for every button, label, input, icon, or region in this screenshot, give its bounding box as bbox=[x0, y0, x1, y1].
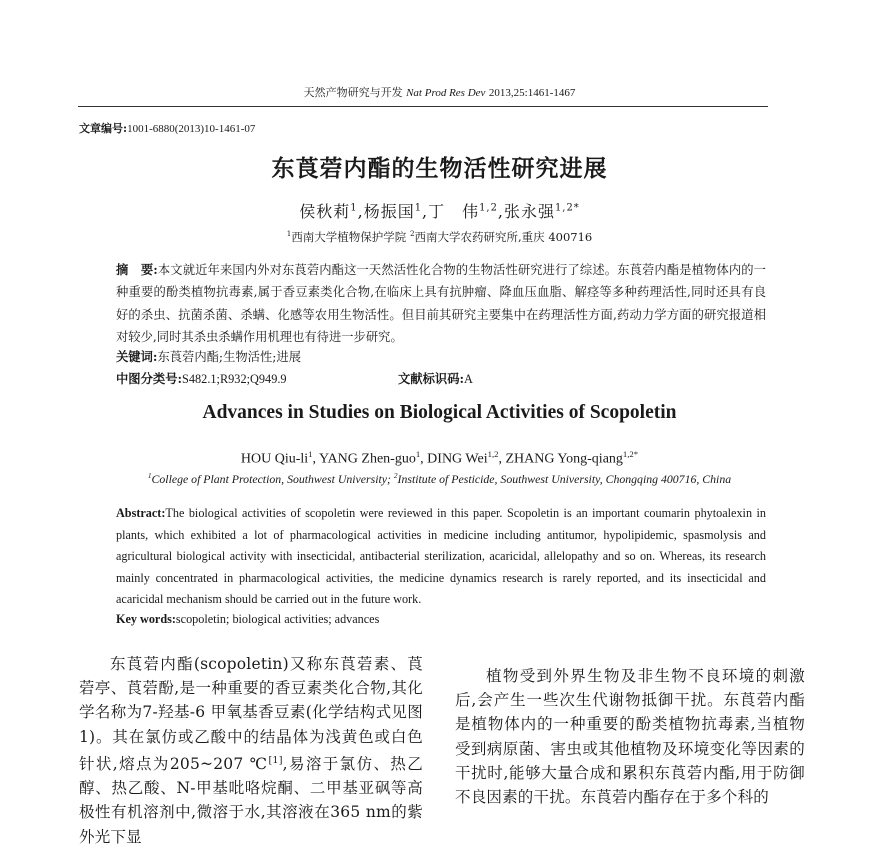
article-number bbox=[79, 120, 255, 136]
keywords-en-text: scopoletin; biological activities; advances bbox=[175, 612, 380, 626]
body-column-left bbox=[79, 652, 423, 849]
author-cn-affil: 1,2* bbox=[555, 202, 580, 214]
abstract-cn-label: 摘 要: bbox=[116, 262, 158, 277]
article-number-label: 文章编号: bbox=[79, 122, 128, 135]
body-column-right bbox=[455, 664, 805, 809]
title-en: Advances in Studies on Biological Activities of Scopoletin bbox=[202, 402, 677, 423]
author-en: DING Wei bbox=[427, 451, 488, 467]
affil-number: 1 bbox=[286, 229, 292, 239]
citation-ref: [1] bbox=[268, 754, 283, 766]
affil-number: 1 bbox=[147, 471, 152, 480]
author-en-affil: 1 bbox=[415, 449, 421, 459]
author-cn-affil: 1 bbox=[350, 202, 358, 214]
author-cn: 侯秋莉 bbox=[299, 202, 351, 221]
author-en: ZHANG Yong-qiang bbox=[505, 451, 623, 467]
author-en-affil: 1 bbox=[308, 449, 313, 459]
affil-number: 2 bbox=[393, 471, 398, 480]
abstract-cn bbox=[116, 259, 766, 349]
authors-cn: 侯秋莉$^1$,杨振国$^1$,丁 伟$^{1,2}$,张永强$^{1,2*}$ bbox=[299, 202, 580, 221]
abstract-en bbox=[116, 503, 766, 611]
affiliation-cn: 西南大学农药研究所,重庆 400716 bbox=[414, 230, 593, 244]
doc-code-value: A bbox=[464, 372, 473, 386]
affiliation-en: Institute of Pesticide, Southwest University, Chongqing 400716, China bbox=[397, 471, 732, 486]
header-rule bbox=[78, 106, 768, 107]
keywords-cn bbox=[116, 347, 766, 367]
keywords-en-label: Key words: bbox=[116, 612, 176, 626]
author-en: YANG Zhen-guo bbox=[319, 451, 416, 467]
affiliations-en: $^1$College of Plant Protection, Southwest University; $^2$Institute of Pesticide, Southwest University, Chongqing 400716, China bbox=[147, 471, 732, 486]
affiliation-en: College of Plant Protection, Southwest University bbox=[151, 471, 387, 486]
article-number-value: 1001-6880(2013)10-1461-07 bbox=[127, 123, 256, 135]
clc-value: S482.1;R932;Q949.9 bbox=[182, 372, 287, 386]
author-cn: 张永强 bbox=[503, 202, 555, 221]
affiliations-cn bbox=[0, 229, 879, 245]
author-en: HOU Qiu-li bbox=[240, 451, 309, 467]
journal-name-en: Nat Prod Res Dev bbox=[406, 87, 486, 99]
doc-code-label: 文献标识码: bbox=[398, 371, 465, 386]
author-cn-affil: 1 bbox=[414, 202, 423, 214]
keywords-cn-text: 东莨菪内酯;生物活性;进展 bbox=[157, 350, 301, 364]
authors-en: HOU Qiu-$li^1$, YANG Zhen-guo$^1$, DING Wei$^{1,2}$, ZHANG Yong-qiang$^{1,2*}$ bbox=[240, 449, 639, 467]
affiliation-cn: 西南大学植物保护学院 bbox=[291, 230, 407, 244]
keywords-cn-label: 关键词: bbox=[116, 349, 158, 364]
abstract-en-label: Abstract: bbox=[116, 506, 166, 520]
running-head bbox=[0, 84, 879, 100]
body-left-text-a: 东莨菪内酯(scopoletin)又称东莨菪素、莨菪亭、莨菪酚,是一种重要的香豆素类化合物,其化学名称为7-羟基-6 甲氧基香豆素(化学结构式见图1)。其在氯仿或乙酸中的结晶体为浅黄色或白色针状,熔点为205~207 ℃ bbox=[79, 655, 423, 773]
affil-number: 2 bbox=[409, 229, 415, 239]
title-cn: 东莨菪内酯的生物活性研究进展 bbox=[271, 156, 608, 182]
body-left-text-b: ,易溶于氯仿、热乙醇、热乙酸、N-甲基吡咯烷酮、二甲基亚砜等高极性有机溶剂中,微溶于水,其溶液在365 nm的紫外光下显 bbox=[79, 754, 423, 846]
abstract-cn-text: 本文就近年来国内外对东莨菪内酯这一天然活性化合物的生物活性研究进行了综述。东莨菪内酯是植物体内的一种重要的酚类植物抗毒素,属于香豆素类化合物,在临床上具有抗肿瘤、降血压血脂、解痉等多种药理活性,同时还具有良好的杀虫、抗菌杀菌、杀螨、化感等农用生物活性。但目前其研究主要集中在药理活性方面,药动力学方面的研究报道相对较少,同时其杀虫杀螨作用机理也有待进一步研究。 bbox=[116, 263, 766, 345]
body-right-text: 植物受到外界生物及非生物不良环境的刺激后,会产生一些次生代谢物抵御干扰。东莨菪内酯是植物体内的一种重要的酚类植物抗毒素,当植物受到病原菌、害虫或其他植物及环境变化等因素的干扰时,能够大量合成和累积东莨菪内酯,用于防御不良因素的干扰。东莨菪内酯存在于多个科的 bbox=[455, 667, 805, 807]
abstract-en-text: The biological activities of scopoletin were reviewed in this paper. Scopoletin is an important coumarin phytoalexin in plants, which exhibited a lot of pharmacological activities in medicine including antitumor, hypolipidemic, spasmolysis and agricultural biological activity with insecticidal, antibacterial sterilization, acaricidal, allelopathy and so on. Whereas, its research mainly concentrated in pharmacological activities, the medicine dynamics research is rarely reported, and its insecticidal and acaricidal mechanism should be carried out in the future work. bbox=[116, 506, 766, 607]
author-cn: 丁 伟 bbox=[428, 202, 480, 221]
document-code bbox=[398, 369, 473, 387]
journal-name-cn: 天然产物研究与开发 bbox=[303, 86, 403, 99]
author-cn-affil: 1,2 bbox=[479, 202, 498, 214]
author-cn: 杨振国 bbox=[363, 202, 415, 221]
citation: 2013,25:1461-1467 bbox=[488, 87, 576, 99]
clc-number bbox=[116, 369, 287, 387]
keywords-en bbox=[116, 612, 379, 627]
author-en-affil: 1,2* bbox=[622, 449, 639, 459]
author-en-affil: 1,2 bbox=[487, 449, 499, 459]
clc-label: 中图分类号: bbox=[116, 371, 183, 386]
